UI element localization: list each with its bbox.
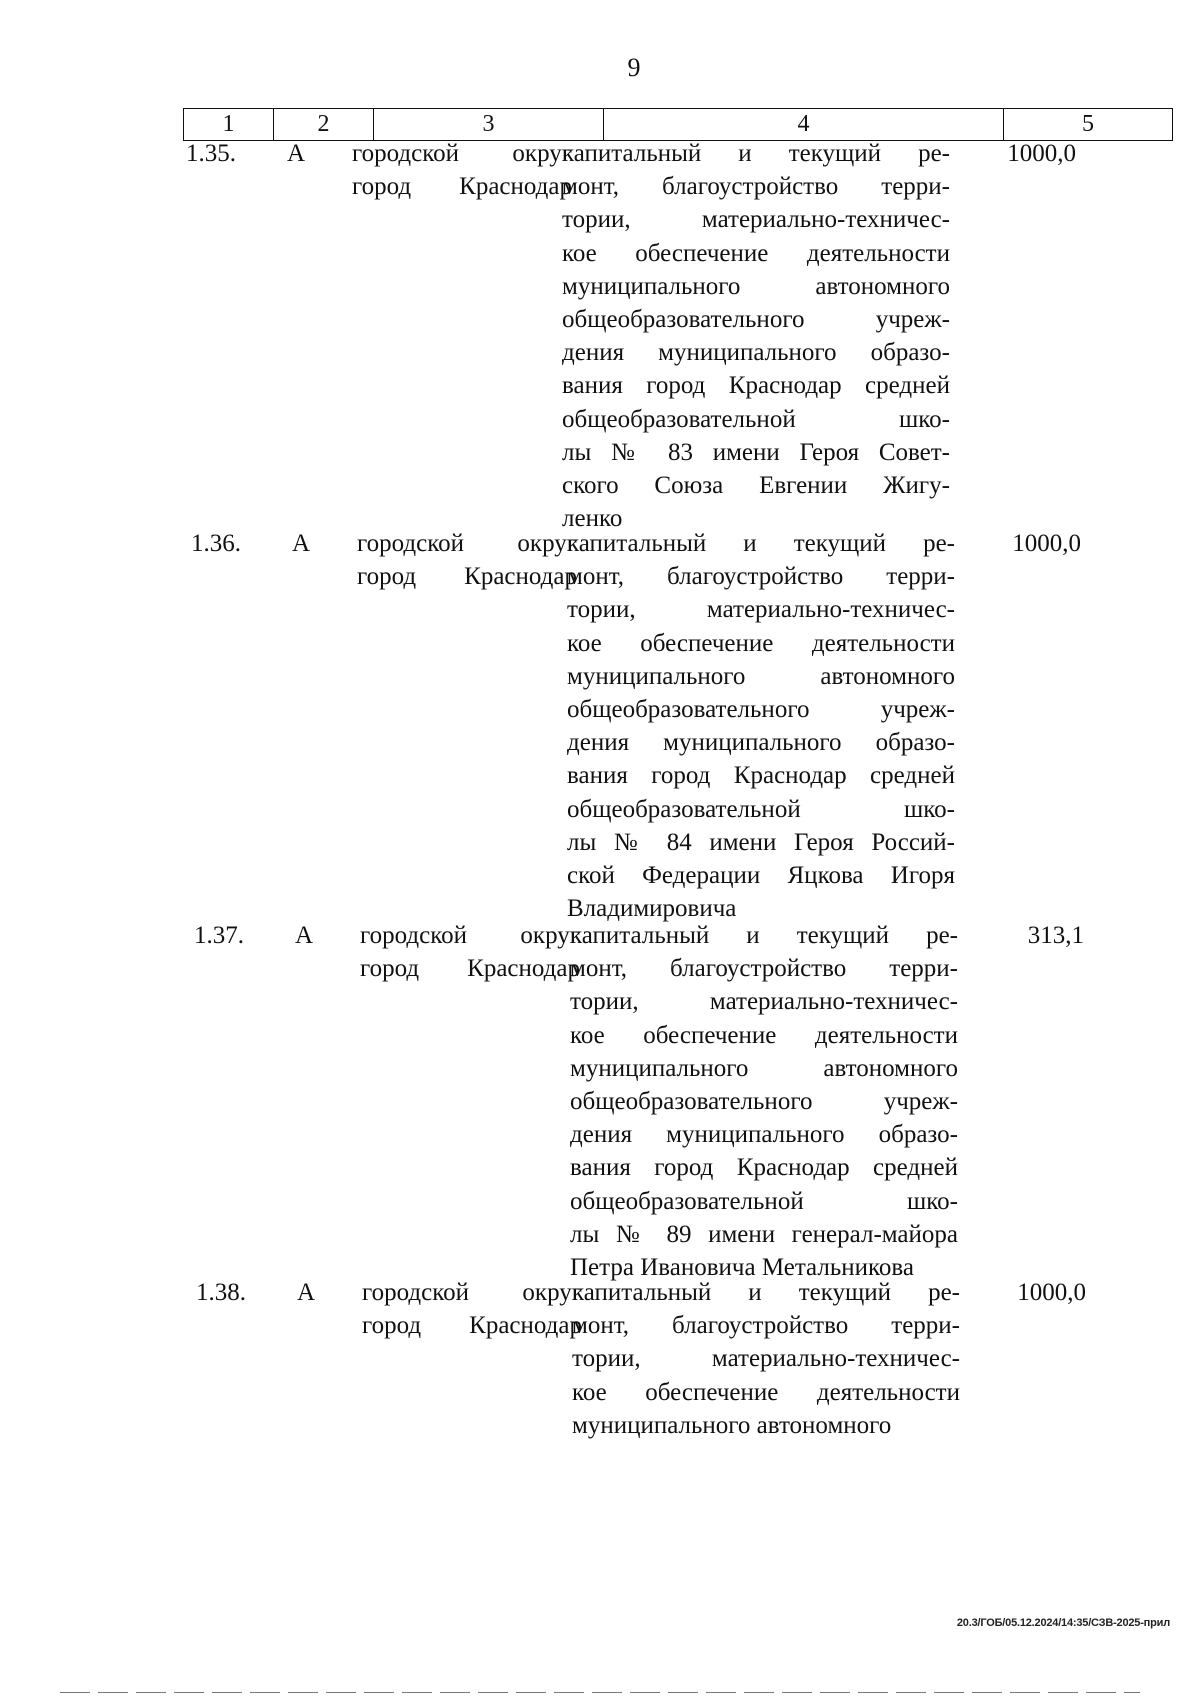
row-category: А [295,922,314,949]
scan-edge-line [60,1692,1140,1693]
row-category: А [297,1279,316,1306]
row-category: А [287,140,306,167]
table-header-cell-4: 4 [604,109,1004,140]
table-header-cell-5: 5 [1082,111,1094,137]
row-municipality: городской округ город Краснодар [360,922,580,983]
row-description [572,1276,960,1442]
description-line: тории, материально-техничес- [567,596,955,624]
description-line: Петра Ивановича Метальникова [570,1254,914,1282]
row-municipality: городской округ город Краснодар [352,140,572,201]
description-line: лы № 84 имени Героя Россий- [567,828,955,856]
row-description [570,919,958,1284]
description-line: ской Федерации Яцкова Игоря [567,862,955,890]
row-amount: 1000,0 [1007,140,1076,167]
description-line: капитальный и текущий ре- [570,922,958,949]
description-line: вания город Краснодар средней [567,762,955,790]
description-line: кое обеспечение деятельности [570,1021,958,1049]
description-line: кое обеспечение деятельности [567,629,955,657]
description-line: тории, материально-техничес- [562,206,950,234]
row-description [567,527,955,925]
row-category: А [292,530,311,557]
description-line: монт, благоустройство терри- [567,563,955,591]
row-municipality: городской округ город Краснодар [362,1279,582,1340]
description-line: общеобразовательного учреж- [562,306,950,334]
description-line: муниципального автономного [567,662,955,690]
description-line: общеобразовательного учреж- [567,696,955,724]
description-line: капитальный и текущий ре- [562,140,950,167]
description-line: вания город Краснодар средней [562,372,950,400]
document-footer-code: 20.3/ГОБ/05.12.2024/14:35/СЗВ-2025-прил [956,1617,1170,1629]
row-municipality: городской округ город Краснодар [357,530,577,591]
row-amount: 1000,0 [1017,1279,1086,1306]
description-line: муниципального автономного [570,1054,958,1082]
table-header-cell-3: 3 [374,109,604,140]
description-line: лы № 89 имени генерал-майора [570,1220,958,1248]
description-line: Владимировича [567,895,737,923]
description-line: монт, благоустройство терри- [570,955,958,983]
description-line: муниципального автономного [562,272,950,300]
description-line: кое обеспечение деятельности [572,1378,960,1406]
description-line: капитальный и текущий ре- [567,530,955,557]
table-header-cell-2: 2 [274,109,374,140]
row-amount: 313,1 [1027,922,1084,949]
description-line: общеобразовательной шко- [570,1187,958,1215]
description-line: лы № 83 имени Героя Совет- [562,438,950,466]
row-number: 1.35. [186,140,236,167]
description-line: тории, материально-техничес- [572,1345,960,1373]
description-line: дения муниципального образо- [570,1121,958,1149]
description-line: кое обеспечение деятельности [562,239,950,267]
row-number: 1.38. [196,1279,246,1306]
description-line: капитальный и текущий ре- [572,1279,960,1306]
description-line: общеобразовательной шко- [562,405,950,433]
description-line: ского Союза Евгении Жигу- [562,472,950,500]
description-line: тории, материально-техничес- [570,988,958,1016]
description-line: дения муниципального образо- [562,339,950,367]
page-number: 9 [627,53,641,82]
description-line: общеобразовательной шко- [567,795,955,823]
row-number: 1.37. [194,922,244,949]
table-header-cell-1: 1 [184,109,274,140]
row-description [562,137,950,535]
description-line: вания город Краснодар средней [570,1154,958,1182]
description-line: общеобразовательного учреж- [570,1088,958,1116]
description-line: монт, благоустройство терри- [562,173,950,201]
row-number: 1.36. [191,530,241,557]
description-line: монт, благоустройство терри- [572,1312,960,1340]
description-line: дения муниципального образо- [567,729,955,757]
row-amount: 1000,0 [1012,530,1081,557]
description-line: муниципального автономного [572,1411,892,1439]
description-line: ленко [562,505,623,533]
